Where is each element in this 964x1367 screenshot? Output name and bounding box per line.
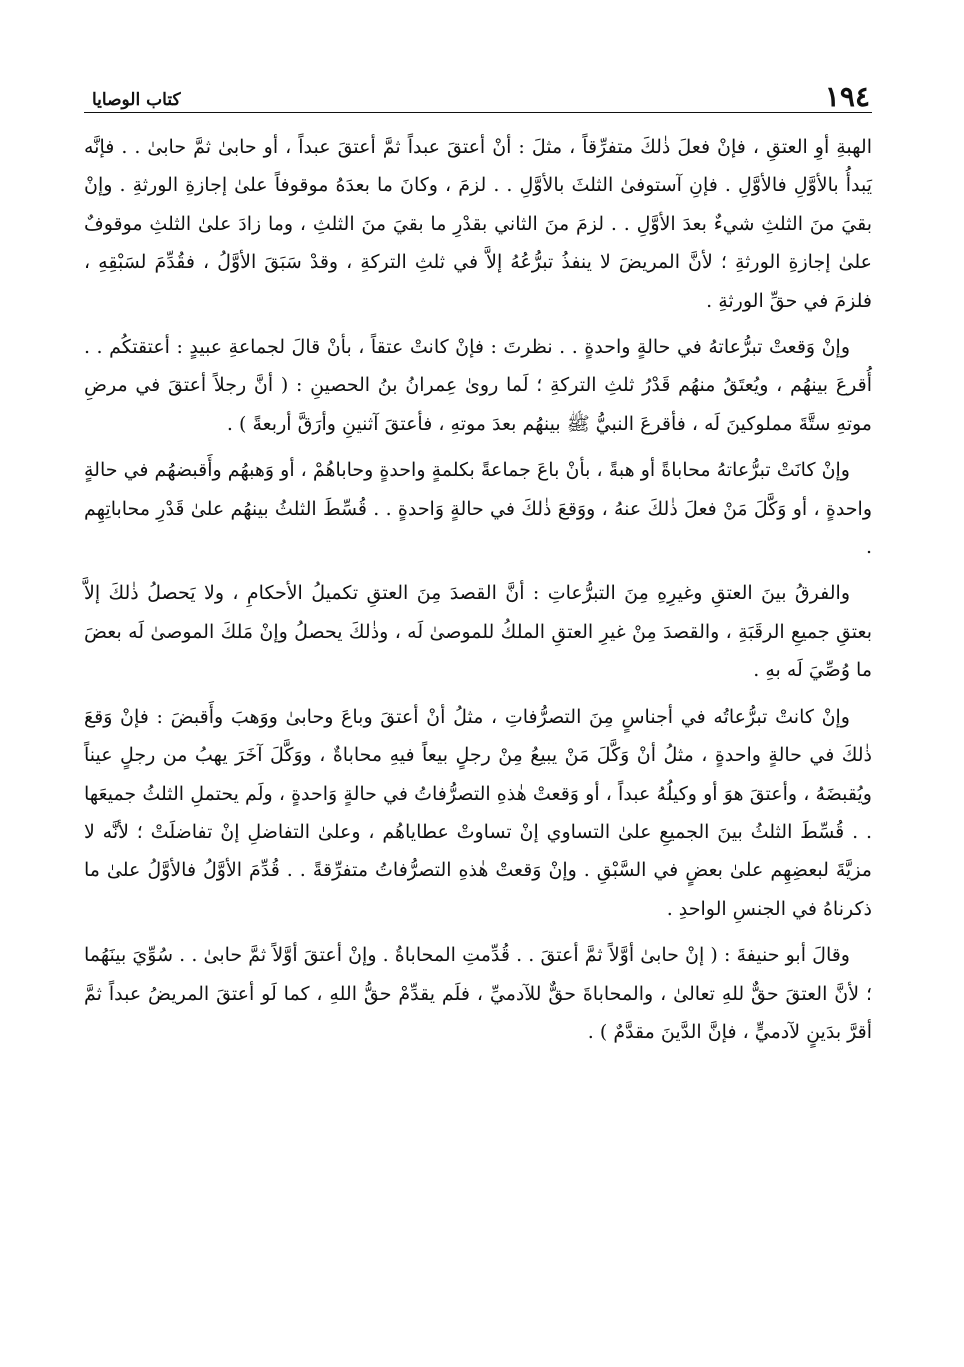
page-header	[84, 82, 872, 113]
paragraph: وإنْ وَقعتْ تبرُّعاتهُ في حالةٍ واحدةٍ . . نظرتَ : فإنْ كانتْ عتقاً ، بأنْ قالَ لجماعةِ عبيدٍ : أعتقتكُم . . أُقرعَ بينهُم ، ويُعتَقُ منهُم قَدْرُ ثلثِ التركةِ ؛ لَما روىٰ عِمرانُ بنُ الحصينِ : ( أنَّ رجلاً أعتقَ في مرضِ موتهِ ستَّةَ مملوكينَ لَه ، فأقرعَ النبيُّ ﷺ بينهُم بعدَ موتهِ ، فأعتقَ آثنينِ وأرَقَّ أربعةً ) .	[84, 336, 872, 435]
paragraph: والفرقُ بينَ العتقِ وغيرِهِ مِنَ التبرُّعاتِ : أنَّ القصدَ مِنَ العتقِ تكميلُ الأحكامِ ، ولا يَحصلُ ذٰلكَ إلاَّ بعتقِ جميعِ الرقَبَةِ ، والقصدَ مِنْ غيرِ العتقِ الملكُ للموصىٰ لَه ، وذٰلكَ يحصلُ وإنْ مَلكَ الموصىٰ لَه بعضَ ما وُصِّيَ لَه بهِ .	[84, 582, 872, 682]
page-number: ١٩٤	[824, 80, 870, 113]
paragraph: الهبةِ أوِ العتقِ ، فإنْ فعلَ ذٰلكَ متفرِّقاً ، مثلَ : أنْ أعتقَ عبداً ثمَّ أعتقَ عبداً ، أو حابىٰ ثمَّ حابىٰ . . فإنَّه يَبدأُ بالأوَّلِ فالأوَّلِ . فإنِ آستوفىٰ الثلثَ بالأوَّلِ . . لزمَ ، وكانَ ما بعدَهُ موقوفاً علىٰ إجازةِ الورثةِ . وإنْ بقيَ منَ الثلثِ شيءٌ بعدَ الأوَّلِ . . لزمَ منَ الثاني بقدْرِ ما بقيَ منَ الثلثِ ، وما زادَ علىٰ الثلثِ موقوفٌ علىٰ إجازةِ الورثةِ ؛ لأنَّ المريضَ لا ينفذُ تبرُّعُهُ إلاَّ في ثلثِ التركةِ ، وقدْ سَبَقَ الأوَّلُ ، فقُدِّمَ لسَبْقِهِ ، فلزمَ في حقِّ الورثةِ .	[84, 136, 872, 312]
paragraph: وقالَ أبو حنيفةَ : ( إنْ حابىٰ أوَّلاً ثمَّ أعتقَ . . قُدِّمتِ المحاباةُ . وإنْ أعتقَ أوَّلاً ثمَّ حابىٰ . . سُوِّيَ بينَهُما ؛ لأنَّ العتقَ حقٌّ للهِ تعالىٰ ، والمحاباةَ حقٌّ للآدميِّ ، فلَم يقدِّمْ حقُّ اللهِ ، كما لَو أعتقَ المريضُ عبداً ثمَّ أقرَّ بدَينٍ لآدميٍّ ، فإنَّ الدَّينَ مقدَّمٌ ) .	[84, 944, 872, 1043]
paragraph: وإنْ كانتْ تبرُّعاتُه في أجناسٍ مِنَ التصرُّفاتِ ، مثلُ أنْ أعتقَ وباعَ وحابىٰ ووَهبَ وأَقبضَ : فإنْ وَقعَ ذٰلكَ في حالةٍ واحدةٍ ، مثلُ أنْ وَكَّلَ مَنْ يبيعُ مِنْ رجلٍ بيعاً فيهِ محاباةٌ ، ووَكَّلَ آخَرَ يهبُ من رجلٍ عيناً ويُقبضَهُ ، وأعتقَ هوَ أو وكيلُهُ عبداً ، أو وَقعتْ هٰذهِ التصرُّفاتُ في حالةٍ وَاحدةٍ ، ولَم يحتملِ الثلثُ جميعَها . . قُسِّطَ الثلثُ بينَ الجميعِ علىٰ التساوي إنْ تساوتْ عطاياهُم ، وعلىٰ التفاضلِ إنْ تفاضلَتْ ؛ لأنَّه لا مزيَّةَ لبعضِهِم علىٰ بعضٍ في السَّبْقِ . وإنْ وَقعتْ هٰذهِ التصرُّفاتُ متفرِّقةً . . قُدِّمَ الأوَّلُ فالأوَّلُ علىٰ ما ذكرناهُ في الجنسِ الواحدِ .	[84, 705, 872, 920]
running-title: كتاب الوصايا	[92, 90, 181, 110]
body-text	[84, 128, 872, 1051]
paragraph: وإنْ كانَتْ تبرُّعاتهُ محاباةً أو هبةً ، بأنْ باعَ جماعةً بكلمةٍ واحدةٍ وحاباهُمْ ، أو وَهبهُم وأَقبضهُم في حالةٍ واحدةٍ ، أو وَكَّلَ مَنْ فعلَ ذٰلكَ عنهُ ، ووَقعَ ذٰلكَ في حالةٍ وَاحدةٍ . . قُسِّطَ الثلثُ بينهُم علىٰ قَدْرِ محاباتِهِم .	[84, 459, 872, 559]
